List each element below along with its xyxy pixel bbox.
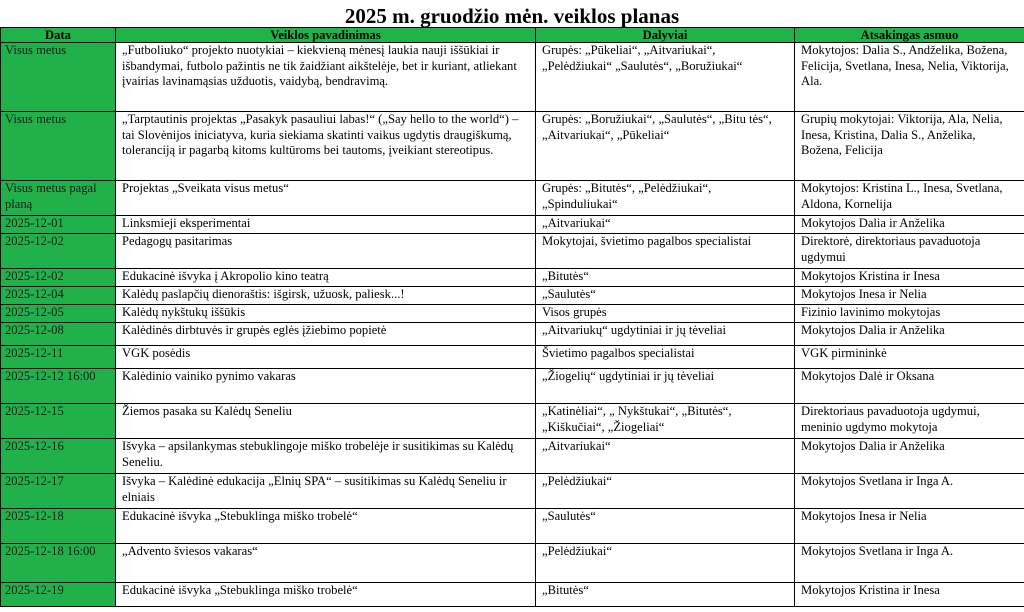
table-row: [1, 269, 1024, 287]
cell-date: Visus metus pagal planą: [1, 181, 116, 216]
cell-responsible: Mokytojos Kristina ir Inesa: [795, 583, 1024, 607]
cell-participants: Mokytojai, švietimo pagalbos specialistai: [536, 234, 795, 269]
cell-activity: „Advento šviesos vakaras“: [116, 544, 536, 583]
cell-responsible: Grupių mokytojai: Viktorija, Ala, Nelia, Inesa, Kristina, Dalia S., Anželika, Božena, Felicija: [795, 112, 1024, 181]
header-responsible: Atsakingas asmuo: [795, 28, 1024, 43]
cell-activity: Kalėdų nykštukų iššūkis: [116, 305, 536, 323]
table-row: [1, 216, 1024, 234]
cell-date: 2025-12-15: [1, 404, 116, 439]
cell-participants: Grupės: „Pūkeliai“, „Aitvariukai“, „Pelėdžiukai“ „Saulutės“, „Boružiukai“: [536, 43, 795, 112]
cell-participants: „Bitutės“: [536, 269, 795, 287]
cell-participants: „Pelėdžiukai“: [536, 474, 795, 509]
cell-date: 2025-12-18 16:00: [1, 544, 116, 583]
cell-responsible: Fizinio lavinimo mokytojas: [795, 305, 1024, 323]
table-row: [1, 509, 1024, 544]
cell-activity: Projektas „Sveikata visus metus“: [116, 181, 536, 216]
cell-responsible: Direktoriaus pavaduotoja ugdymui, meninio ugdymo mokytoja: [795, 404, 1024, 439]
cell-responsible: Direktorė, direktoriaus pavaduotoja ugdymui: [795, 234, 1024, 269]
cell-date: Visus metus: [1, 43, 116, 112]
cell-activity: Išvyka – apsilankymas stebuklingoje miško trobelėje ir susitikimas su Kalėdų Seneliu.: [116, 439, 536, 474]
cell-activity: Pedagogų pasitarimas: [116, 234, 536, 269]
table-row: [1, 474, 1024, 509]
cell-date: 2025-12-11: [1, 346, 116, 369]
cell-date: 2025-12-08: [1, 323, 116, 346]
cell-participants: „Aitvariukai“: [536, 439, 795, 474]
cell-responsible: Mokytojos: Dalia S., Andželika, Božena, Felicija, Svetlana, Inesa, Nelia, Viktorija, Ala.: [795, 43, 1024, 112]
cell-date: 2025-12-12 16:00: [1, 369, 116, 404]
cell-responsible: Mokytojos Dalė ir Oksana: [795, 369, 1024, 404]
header-activity: Veiklos pavadinimas: [116, 28, 536, 43]
table-row: [1, 323, 1024, 346]
cell-responsible: Mokytojos Svetlana ir Inga A.: [795, 544, 1024, 583]
cell-date: Visus metus: [1, 112, 116, 181]
cell-activity: Kalėdinės dirbtuvės ir grupės eglės įžiebimo popietė: [116, 323, 536, 346]
cell-date: 2025-12-18: [1, 509, 116, 544]
cell-responsible: Mokytojos Dalia ir Anželika: [795, 216, 1024, 234]
cell-responsible: Mokytojos Inesa ir Nelia: [795, 287, 1024, 305]
cell-responsible: VGK pirmininkė: [795, 346, 1024, 369]
table-row: [1, 234, 1024, 269]
cell-date: 2025-12-05: [1, 305, 116, 323]
cell-date: 2025-12-17: [1, 474, 116, 509]
cell-participants: „Pelėdžiukai“: [536, 544, 795, 583]
table-row: [1, 181, 1024, 216]
table-row: [1, 583, 1024, 607]
table-row: [1, 369, 1024, 404]
cell-responsible: Mokytojos Kristina ir Inesa: [795, 269, 1024, 287]
cell-date: 2025-12-02: [1, 269, 116, 287]
table-row: [1, 43, 1024, 112]
cell-participants: Visos grupės: [536, 305, 795, 323]
cell-activity: „Tarptautinis projektas „Pasakyk pasauliui labas!“ („Say hello to the world“) – tai Slovėnijos iniciatyva, kuria siekiama skatinti vaikus ugdytis draugiškumą, toleranciją ir pagarbą kitoms kultūroms bei tautoms, įveikiant stereotipus.: [116, 112, 536, 181]
table-row: [1, 287, 1024, 305]
cell-participants: „Aitvariukų“ ugdytiniai ir jų tėveliai: [536, 323, 795, 346]
cell-activity: „Futboliuko“ projekto nuotykiai – kiekvieną mėnesį laukia nauji iššūkiai ir išbandymai, futbolo pažintis ne tik žaidžiant aikštelėje, bet ir kuriant, atliekant įvairias lavinamąsias užduotis, vaidybą, bendravimą.: [116, 43, 536, 112]
page-title: 2025 m. gruodžio mėn. veiklos planas: [344, 4, 680, 28]
cell-activity: Linksmieji eksperimentai: [116, 216, 536, 234]
cell-date: 2025-12-19: [1, 583, 116, 607]
cell-activity: Išvyka – Kalėdinė edukacija „Elnių SPA“ – susitikimas su Kalėdų Seneliu ir elniais: [116, 474, 536, 509]
header-participants: Dalyviai: [536, 28, 795, 43]
cell-activity: Edukacinė išvyka „Stebuklinga miško trobelė“: [116, 583, 536, 607]
cell-participants: „Saulutės“: [536, 287, 795, 305]
cell-participants: Grupės: „Boružiukai“, „Saulutės“, „Bitu tės“, „Aitvariukai“, „Pūkeliai“: [536, 112, 795, 181]
cell-activity: VGK posėdis: [116, 346, 536, 369]
table-row: [1, 346, 1024, 369]
cell-participants: Švietimo pagalbos specialistai: [536, 346, 795, 369]
cell-date: 2025-12-16: [1, 439, 116, 474]
table-header-row: [1, 28, 1024, 43]
cell-activity: Kalėdų paslapčių dienoraštis: išgirsk, užuosk, paliesk...!: [116, 287, 536, 305]
cell-activity: Edukacinė išvyka į Akropolio kino teatrą: [116, 269, 536, 287]
table-row: [1, 439, 1024, 474]
cell-responsible: Mokytojos Dalia ir Anželika: [795, 439, 1024, 474]
table-row: [1, 112, 1024, 181]
cell-responsible: Mokytojos Svetlana ir Inga A.: [795, 474, 1024, 509]
cell-responsible: Mokytojos Dalia ir Anželika: [795, 323, 1024, 346]
cell-activity: Edukacinė išvyka „Stebuklinga miško trobelė“: [116, 509, 536, 544]
table-row: [1, 404, 1024, 439]
cell-participants: „Bitutės“: [536, 583, 795, 607]
cell-activity: Kalėdinio vainiko pynimo vakaras: [116, 369, 536, 404]
cell-participants: „Katinėliai“, „ Nykštukai“, „Bitutės“, „Kiškučiai“, „Žiogeliai“: [536, 404, 795, 439]
cell-participants: „Aitvariukai“: [536, 216, 795, 234]
cell-participants: „Saulutės“: [536, 509, 795, 544]
cell-participants: „Žiogelių“ ugdytiniai ir jų tėveliai: [536, 369, 795, 404]
table-row: [1, 544, 1024, 583]
cell-date: 2025-12-02: [1, 234, 116, 269]
cell-responsible: Mokytojos: Kristina L., Inesa, Svetlana, Aldona, Kornelija: [795, 181, 1024, 216]
cell-date: 2025-12-01: [1, 216, 116, 234]
cell-activity: Žiemos pasaka su Kalėdų Seneliu: [116, 404, 536, 439]
table-row: [1, 305, 1024, 323]
cell-date: 2025-12-04: [1, 287, 116, 305]
cell-participants: Grupės: „Bitutės“, „Pelėdžiukai“, „Spinduliukai“: [536, 181, 795, 216]
header-date: Data: [1, 28, 116, 43]
cell-responsible: Mokytojos Inesa ir Nelia: [795, 509, 1024, 544]
activity-plan-table: [0, 27, 1024, 607]
